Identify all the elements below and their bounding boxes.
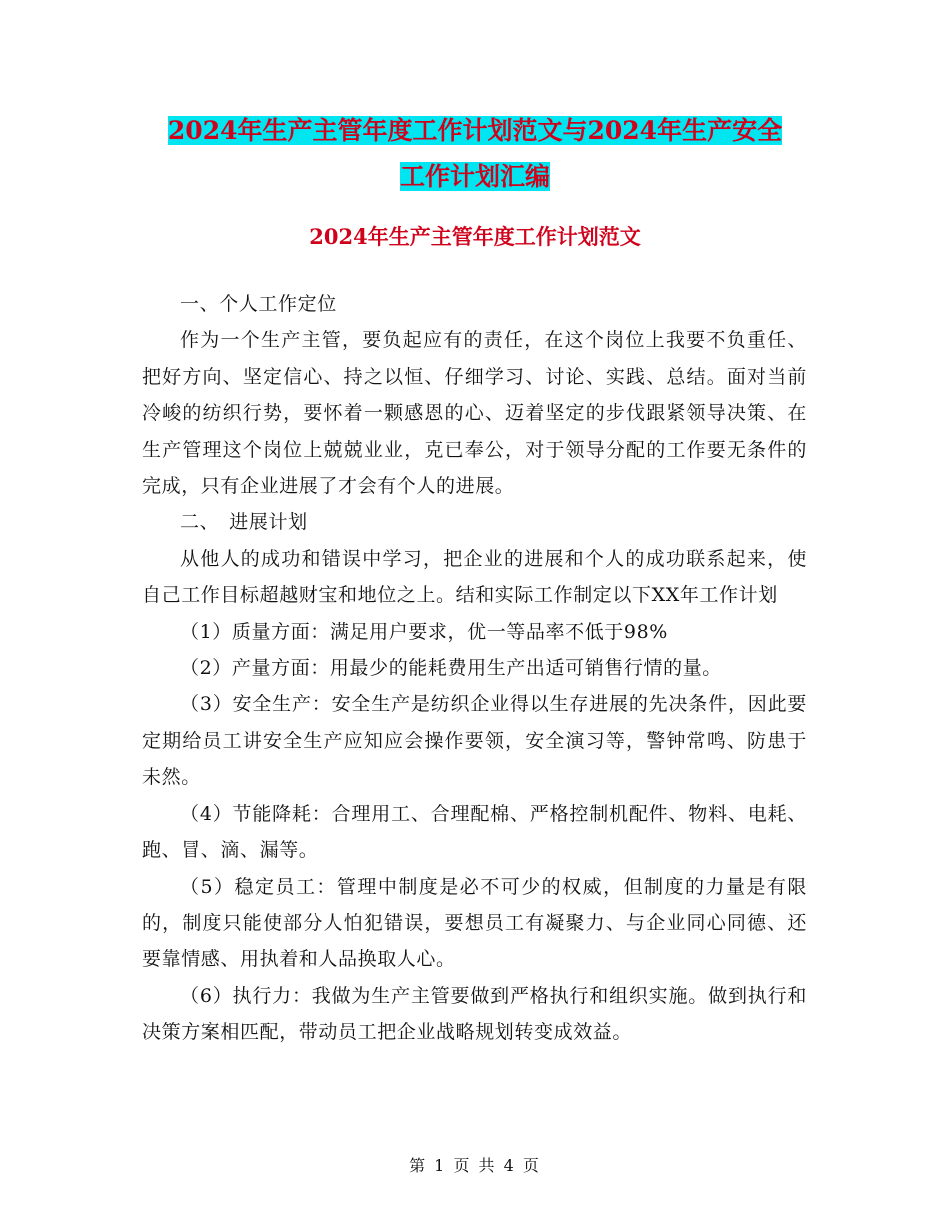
heading-personal-positioning: 一、个人工作定位: [180, 293, 337, 315]
paragraph: 从他人的成功和错误中学习，把企业的进展和个人的成功联系起来，使自己工作目标超越财宝和地位之上。结和实际工作制定以下XX年工作计划: [142, 547, 807, 607]
list-item: （4）节能降耗：合理用工、合理配棉、严格控制机配件、物料、电耗、跑、冒、滴、漏等。: [142, 802, 807, 862]
document-title-line-1: 2024年生产主管年度工作计划范文与2024年生产安全: [167, 116, 783, 145]
document-title-line-2: 工作计划汇编: [399, 162, 550, 191]
list-item: （1）质量方面：满足用户要求，优一等品率不低于98%: [180, 620, 668, 643]
document-body: [142, 286, 807, 1051]
list-item: （6）执行力：我做为生产主管要做到严格执行和组织实施。做到执行和决策方案相匹配，带动员工把企业战略规划转变成效益。: [142, 984, 807, 1044]
list-item: （2）产量方面：用最少的能耗费用生产出适可销售行情的量。: [180, 657, 722, 680]
heading-development-plan: 二、 进展计划: [180, 511, 308, 534]
section-title: 2024年生产主管年度工作计划范文: [309, 224, 641, 249]
document-title: [140, 108, 810, 200]
list-item: （3）安全生产：安全生产是纺织企业得以生存进展的先决条件，因此要定期给员工讲安全生产应知应会操作要领，安全演习等，警钟常鸣、防患于未然。: [142, 693, 807, 789]
page-footer: 第 1 页 共 4 页: [409, 1156, 541, 1175]
list-item: （5）稳定员工：管理中制度是必不可少的权威，但制度的力量是有限的，制度只能使部分人怕犯错误，要想员工有凝聚力、与企业同心同德、还要靠情感、用执着和人品换取人心。: [142, 875, 807, 971]
paragraph: 作为一个生产主管，要负起应有的责任，在这个岗位上我要不负重任、把好方向、坚定信心、持之以恒、仔细学习、讨论、实践、总结。面对当前冷峻的纺织行势，要怀着一颗感恩的心、迈着坚定的步伐跟紧领导决策、在生产管理这个岗位上兢兢业业，克已奉公，对于领导分配的工作要无条件的完成，只有企业进展了才会有个人的进展。: [142, 329, 807, 498]
